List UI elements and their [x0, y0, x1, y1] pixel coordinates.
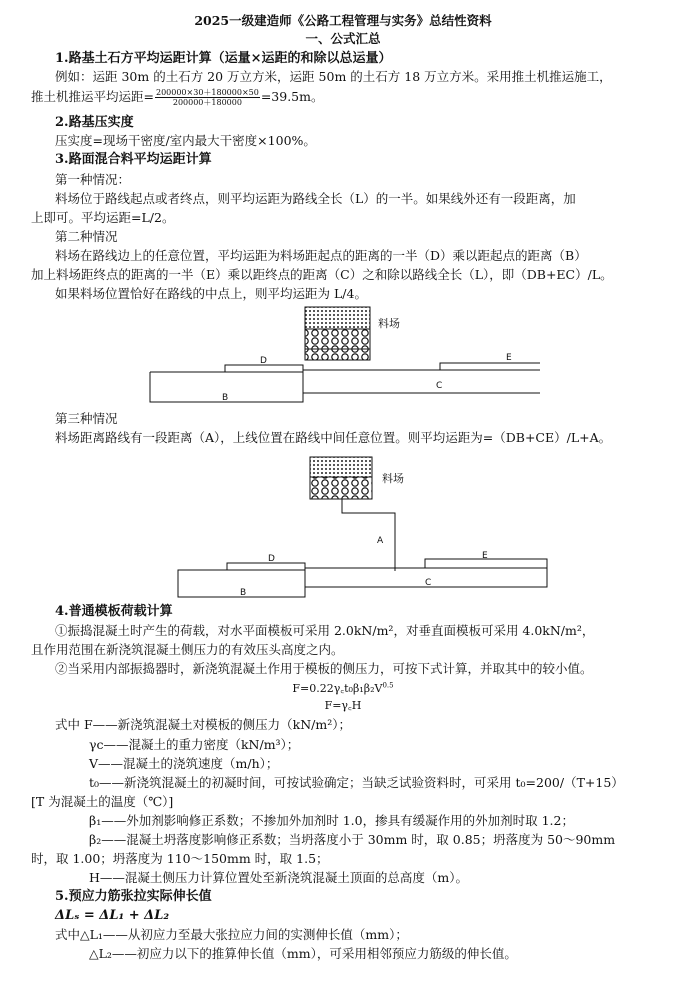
def-beta1: β₁——外加剂影响修正系数；不掺加外加剂时 1.0，掺具有缓凝作用的外加剂时取 1.2； [89, 813, 574, 828]
label-e: E [506, 353, 512, 363]
label-a: A [377, 536, 384, 546]
heading-4: 4.普通模板荷载计算 [55, 604, 173, 619]
label-c-2: C [425, 578, 432, 588]
formula-elongation: ΔLₛ = ΔL₁ + ΔL₂ [55, 908, 170, 923]
def-t0: t₀——新浇筑混凝土的初凝时间，可按试验确定；当缺乏试验资料时，可采用 t₀=200/（T+15） [89, 775, 624, 790]
heading-2: 2.路基压实度 [55, 115, 134, 130]
segment-d [225, 365, 303, 372]
segment-c [303, 370, 540, 393]
s4-p1-line-2: 且作用范围在新浇筑混凝土侧压力的有效压头高度之内。 [31, 642, 344, 657]
formula-1 [0, 680, 686, 698]
def-gamma: γc——混凝土的重力密度（kN/m³）； [89, 737, 300, 752]
label-e-2: E [482, 551, 488, 561]
def-t: [T 为混凝土的温度（℃）] [31, 794, 174, 809]
s1-line-1: 例如：运距 30m 的土石方 20 万立方米，运距 50m 的土石方 18 万立方米。采用推土机推运施工， [55, 69, 612, 84]
heading-1: 1.路基土石方平均运距计算（运量×运距的和除以总运量） [55, 51, 392, 66]
def-delta-l1: 式中△L₁——从初应力至最大张拉应力间的实测伸长值（mm）； [55, 927, 408, 942]
case2-line-1: 料场在路线边上的任意位置，平均运距为料场距起点的距离的一半（D）乘以距起点的距离（B） [55, 248, 587, 263]
label-b-2: B [240, 588, 247, 598]
access-road-a [342, 499, 395, 571]
s2-line-1: 压实度=现场干密度/室内最大干密度×100%。 [55, 133, 316, 148]
segment-d-2 [227, 563, 305, 570]
s1-line-2-prefix: 推土机推运平均运距= [31, 89, 154, 104]
fraction-numerator: 200000×30＋180000×50 [155, 88, 259, 97]
case1-line-1: 料场位于路线起点或者终点，则平均运距为路线全长（L）的一半。如果线外还有一段距离，加 [55, 191, 576, 206]
case2-line-3: 如果料场位置恰好在路线的中点上，则平均运距为 L/4。 [55, 286, 367, 301]
case2-line-2: 加上料场距终点的距离的一半（E）乘以距终点的距离（C）之和除以路线全长（L），即（DB+EC）/L。 [31, 267, 613, 282]
def-beta2-cont: 时，取 1.00；坍落度为 110～150mm 时，取 1.5； [31, 851, 329, 866]
s4-p1-line-1: ①振捣混凝土时产生的荷载，对水平面模板可采用 2.0kN/m²，对垂直面模板可采用 4.0kN/m²， [55, 623, 595, 638]
def-delta-l2: △L₂——初应力以下的推算伸长值（mm），可采用相邻预应力筋级的伸长值。 [89, 946, 517, 961]
yard-label-2: 料场 [382, 472, 404, 485]
s4-p2: ②当采用内部振捣器时，新浇筑混凝土作用于模板的侧压力，可按下式计算，并取其中的较小值。 [55, 661, 593, 676]
case1-line-2: 上即可。平均运距=L/2。 [31, 210, 175, 225]
def-h: H——混凝土侧压力计算位置处至新浇筑混凝土顶面的总高度（m）。 [89, 870, 469, 885]
section-subtitle: 一、公式汇总 [305, 31, 381, 46]
case3-line-1: 料场距离路线有一段距离（A），上线位置在路线中间任意位置。则平均运距为=（DB+CE）/L+A。 [55, 430, 612, 445]
s1-line-2 [31, 88, 324, 107]
def-beta2: β₂——混凝土坍落度影响修正系数；当坍落度小于 30mm 时，取 0.85；坍落度为 50～90mm [89, 832, 616, 847]
yard-label: 料场 [378, 317, 400, 330]
distance-fraction [155, 88, 260, 107]
case3-title: 第三种情况 [55, 411, 118, 426]
label-d-2: D [268, 554, 275, 564]
formula-1-body: F=0.22γ꜀t₀β₁β₂V [292, 682, 383, 695]
label-b: B [222, 393, 229, 403]
fraction-denominator: 200000＋180000 [172, 98, 242, 107]
formula-2: F=γ꜀H [324, 699, 362, 712]
label-d: D [260, 356, 267, 366]
heading-3: 3.路面混合料平均运距计算 [55, 152, 212, 167]
document-title: 2025一级建造师《公路工程管理与实务》总结性资料 [194, 13, 492, 28]
heading-5: 5.预应力筋张拉实际伸长值 [55, 889, 212, 904]
label-c: C [436, 381, 443, 391]
s1-line-2-result: =39.5m。 [260, 89, 324, 104]
material-yard-icon [305, 307, 370, 360]
case2-title: 第二种情况 [55, 229, 118, 244]
case1-title: 第一种情况： [55, 172, 131, 187]
diagram-case-3 [140, 455, 560, 600]
diagram-case-2 [140, 305, 540, 405]
def-v: V——混凝土的浇筑速度（m/h）； [89, 756, 279, 771]
formula-1-exponent: 0.5 [382, 681, 394, 690]
def-f: 式中 F——新浇筑混凝土对模板的侧压力（kN/m²）； [55, 717, 351, 732]
segment-e [440, 363, 540, 370]
material-yard-icon-2 [310, 457, 372, 499]
